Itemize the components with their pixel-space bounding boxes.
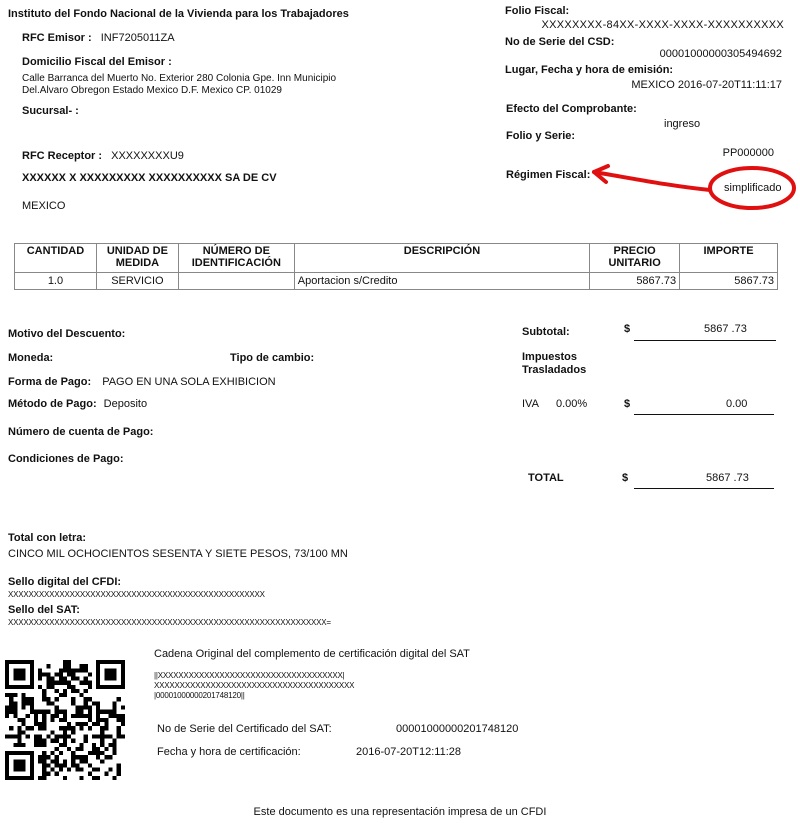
rfc-emisor-label: RFC Emisor : [22,32,92,44]
receptor-name: XXXXXX X XXXXXXXXX XXXXXXXXXX SA DE CV [22,172,277,184]
header-cantidad: CANTIDAD [15,244,97,273]
qr-code-icon [4,660,126,780]
rfc-receptor-value: XXXXXXXXU9 [111,150,184,162]
iva-rate: 0.00% [556,398,588,410]
subtotal-value: 5867 .73 [704,323,747,335]
sello-cfdi-value: XXXXXXXXXXXXXXXXXXXXXXXXXXXXXXXXXXXXXXXXXXXXXXXXXX [8,590,265,599]
red-annotation-arrow [590,162,800,214]
csd-value: 00001000000305494692 [659,48,782,60]
sucursal-label: Sucursal- : [22,105,79,117]
cell-cantidad: 1.0 [15,273,97,290]
cert-label: No de Serie del Certificado del SAT: [157,723,332,735]
cadena-label: Cadena Original del complemento de certificación digital del SAT [154,648,470,660]
lugar-label: Lugar, Fecha y hora de emisión: [505,64,674,76]
iva-label: IVA [522,398,539,410]
domicilio-line1: Calle Barranca del Muerto No. Exterior 280 Colonia Gpe. Inn Municipio [22,73,337,84]
items-table [14,243,778,290]
rfc-emisor-value: INF7205011ZA [100,32,175,44]
receptor-country: MEXICO [22,200,66,212]
metodo-pago-value: Deposito [103,398,148,410]
regimen-value: simplificado [724,182,782,194]
letra-label: Total con letra: [8,532,87,544]
table-row [15,273,778,290]
cert-value: 00001000000201748120 [396,723,519,735]
emisor-name: Instituto del Fondo Nacional de la Vivienda para los Trabajadores [8,8,349,20]
total-label: TOTAL [528,472,564,484]
total-value: 5867 .73 [706,472,749,484]
header-importe: IMPORTE [680,244,778,273]
subtotal-label: Subtotal: [522,326,570,338]
cadena-line2: XXXXXXXXXXXXXXXXXXXXXXXXXXXXXXXXXXXXXXX [154,681,355,690]
fecha-cert-label: Fecha y hora de certificación: [157,746,301,758]
cell-numero [178,273,294,290]
sello-sat-label: Sello del SAT: [8,604,80,616]
cell-precio: 5867.73 [590,273,680,290]
letra-value: CINCO MIL OCHOCIENTOS SESENTA Y SIETE PESOS, 73/100 MN [8,548,348,560]
cell-importe: 5867.73 [680,273,778,290]
tipo-cambio-label: Tipo de cambio: [230,352,315,364]
forma-pago [8,376,276,388]
iva-currency: $ [624,398,631,410]
efecto-value: ingreso [664,118,701,130]
impuestos-label-1: Impuestos [522,351,578,363]
fecha-cert-value: 2016-07-20T12:11:28 [356,746,461,758]
regimen-label: Régimen Fiscal: [506,169,591,181]
header-unidad: UNIDAD DE MEDIDA [96,244,178,273]
footer-note: Este documento es una representación impresa de un CFDI [253,806,547,818]
cell-unidad: SERVICIO [96,273,178,290]
iva-underline [634,414,774,415]
table-header-row [15,244,778,273]
domicilio-line2: Del.Alvaro Obregon Estado Mexico D.F. Mexico CP. 01029 [22,85,282,96]
rfc-receptor-label: RFC Receptor : [22,150,103,162]
subtotal-currency: $ [624,323,631,335]
domicilio-label: Domicilio Fiscal del Emisor : [22,56,172,68]
cuenta-label: Número de cuenta de Pago: [8,426,154,438]
header-descripcion: DESCRIPCIÓN [294,244,589,273]
folio-fiscal-label: Folio Fiscal: [505,5,570,17]
moneda-label: Moneda: [8,352,54,364]
header-precio: PRECIO UNITARIO [590,244,680,273]
rfc-receptor [22,150,184,162]
folio-serie-label: Folio y Serie: [506,130,576,142]
efecto-label: Efecto del Comprobante: [506,103,637,115]
cell-descripcion: Aportacion s/Credito [294,273,589,290]
header-numero: NÚMERO DE IDENTIFICACIÓN [178,244,294,273]
lugar-value: MEXICO 2016-07-20T11:11:17 [631,79,782,91]
total-underline [634,488,774,489]
csd-label: No de Serie del CSD: [505,36,615,48]
impuestos-label-2: Trasladados [522,364,587,376]
folio-serie-value: PP000000 [722,147,774,159]
forma-pago-label: Forma de Pago: [8,376,92,388]
folio-fiscal-value: XXXXXXXX-84XX-XXXX-XXXX-XXXXXXXXXX [541,19,784,31]
sello-sat-value: XXXXXXXXXXXXXXXXXXXXXXXXXXXXXXXXXXXXXXXXXXXXXXXXXXXXXXXXXXXXXX= [8,618,331,627]
forma-pago-value: PAGO EN UNA SOLA EXHIBICION [102,376,276,388]
metodo-pago-label: Método de Pago: [8,398,97,410]
motivo-label: Motivo del Descuento: [8,328,126,340]
total-currency: $ [622,472,629,484]
iva-value: 0.00 [726,398,748,410]
metodo-pago [8,398,147,410]
condiciones-label: Condiciones de Pago: [8,453,124,465]
cadena-line1: ||XXXXXXXXXXXXXXXXXXXXXXXXXXXXXXXXXXXX| [154,671,345,680]
sello-cfdi-label: Sello digital del CFDI: [8,576,122,588]
cadena-line3: |00001000000201748120|| [154,691,245,700]
rfc-emisor [22,32,175,44]
subtotal-underline [634,340,776,341]
